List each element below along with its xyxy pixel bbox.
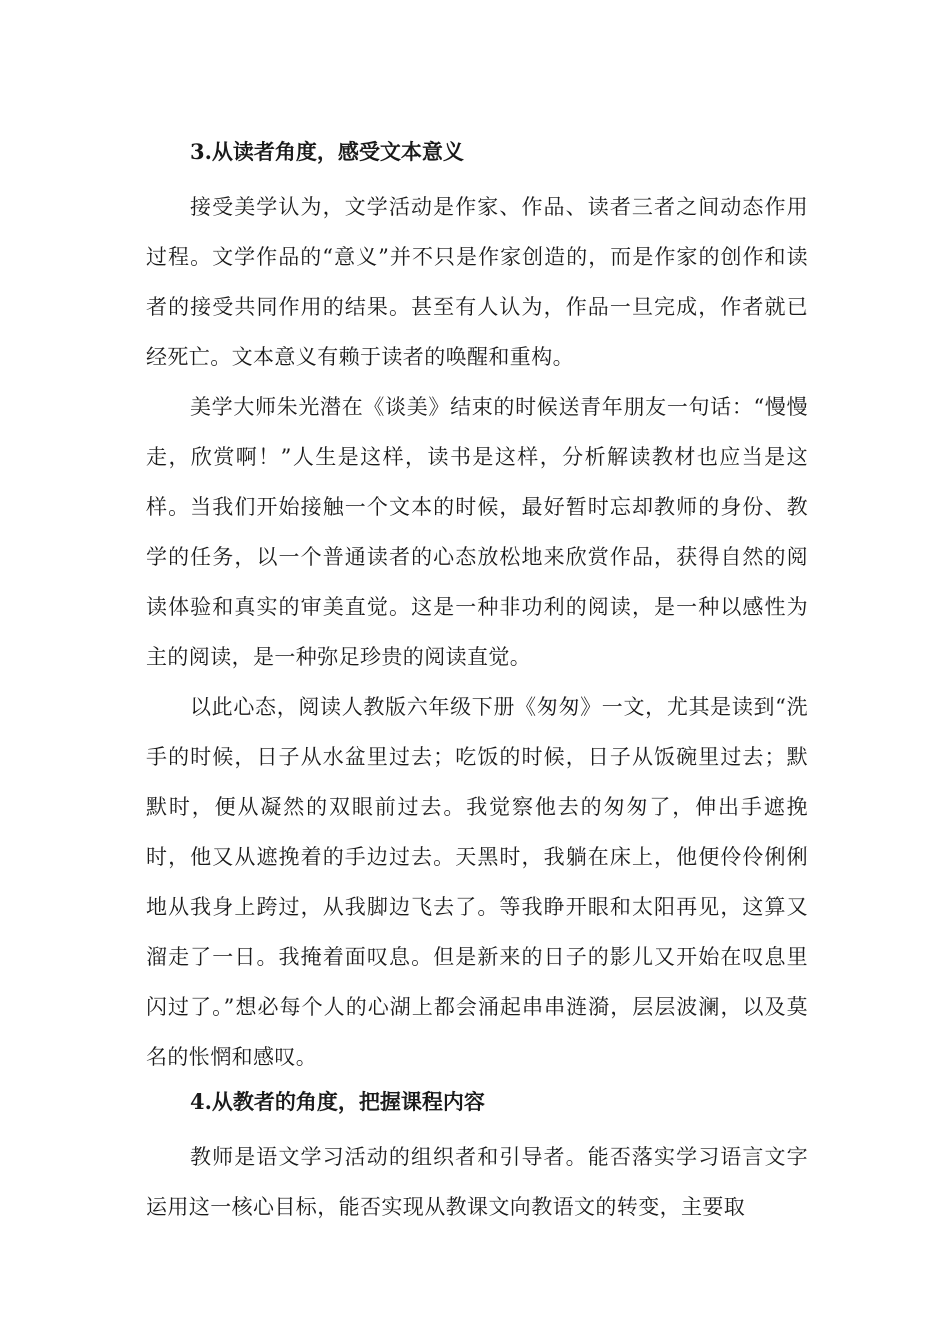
paragraph-teacher-role: 教师是语文学习活动的组织者和引导者。能否落实学习语言文字运用这一核心目标，能否实现从教课文向教语文的转变，主要取 xyxy=(146,1145,808,1219)
paragraph-zhu-guangqian: 美学大师朱光潜在《谈美》结束的时候送青年朋友一句话：“慢慢走，欣赏啊！”人生是这样，读书是这样，分析解读教材也应当是这样。当我们开始接触一个文本的时候，最好暂时忘却教师的身份、教学的任务，以一个普通读者的心态放松地来欣赏作品，获得自然的阅读体验和真实的审美直觉。这是一种非功利的阅读，是一种以感性为主的阅读，是一种弥足珍贵的阅读直觉。 xyxy=(146,395,808,669)
paragraph-congcong-reading: 以此心态，阅读人教版六年级下册《匆匆》一文，尤其是读到“洗手的时候，日子从水盆里过去；吃饭的时候，日子从饭碗里过去；默默时，便从凝然的双眼前过去。我觉察他去的匆匆了，伸出手遮挽时，他又从遮挽着的手边过去。天黑时，我躺在床上，他便伶伶俐俐地从我身上跨过，从我脚边飞去了。等我睁开眼和太阳再见，这算又溜走了一日。我掩着面叹息。但是新来的日子的影儿又开始在叹息里闪过了。”想必每个人的心湖上都会涌起串串涟漪，层层波澜，以及莫名的怅惘和感叹。 xyxy=(146,695,808,1069)
section-heading-3: 3.从读者角度，感受文本意义 xyxy=(190,139,464,164)
document-body xyxy=(146,132,808,1232)
section-heading-4: 4.从教者的角度，把握课程内容 xyxy=(190,1089,485,1114)
paragraph-reception-aesthetics: 接受美学认为，文学活动是作家、作品、读者三者之间动态作用过程。文学作品的“意义”并不只是作家创造的，而是作家的创作和读者的接受共同作用的结果。甚至有人认为，作品一旦完成，作者就已经死亡。文本意义有赖于读者的唤醒和重构。 xyxy=(146,195,808,369)
